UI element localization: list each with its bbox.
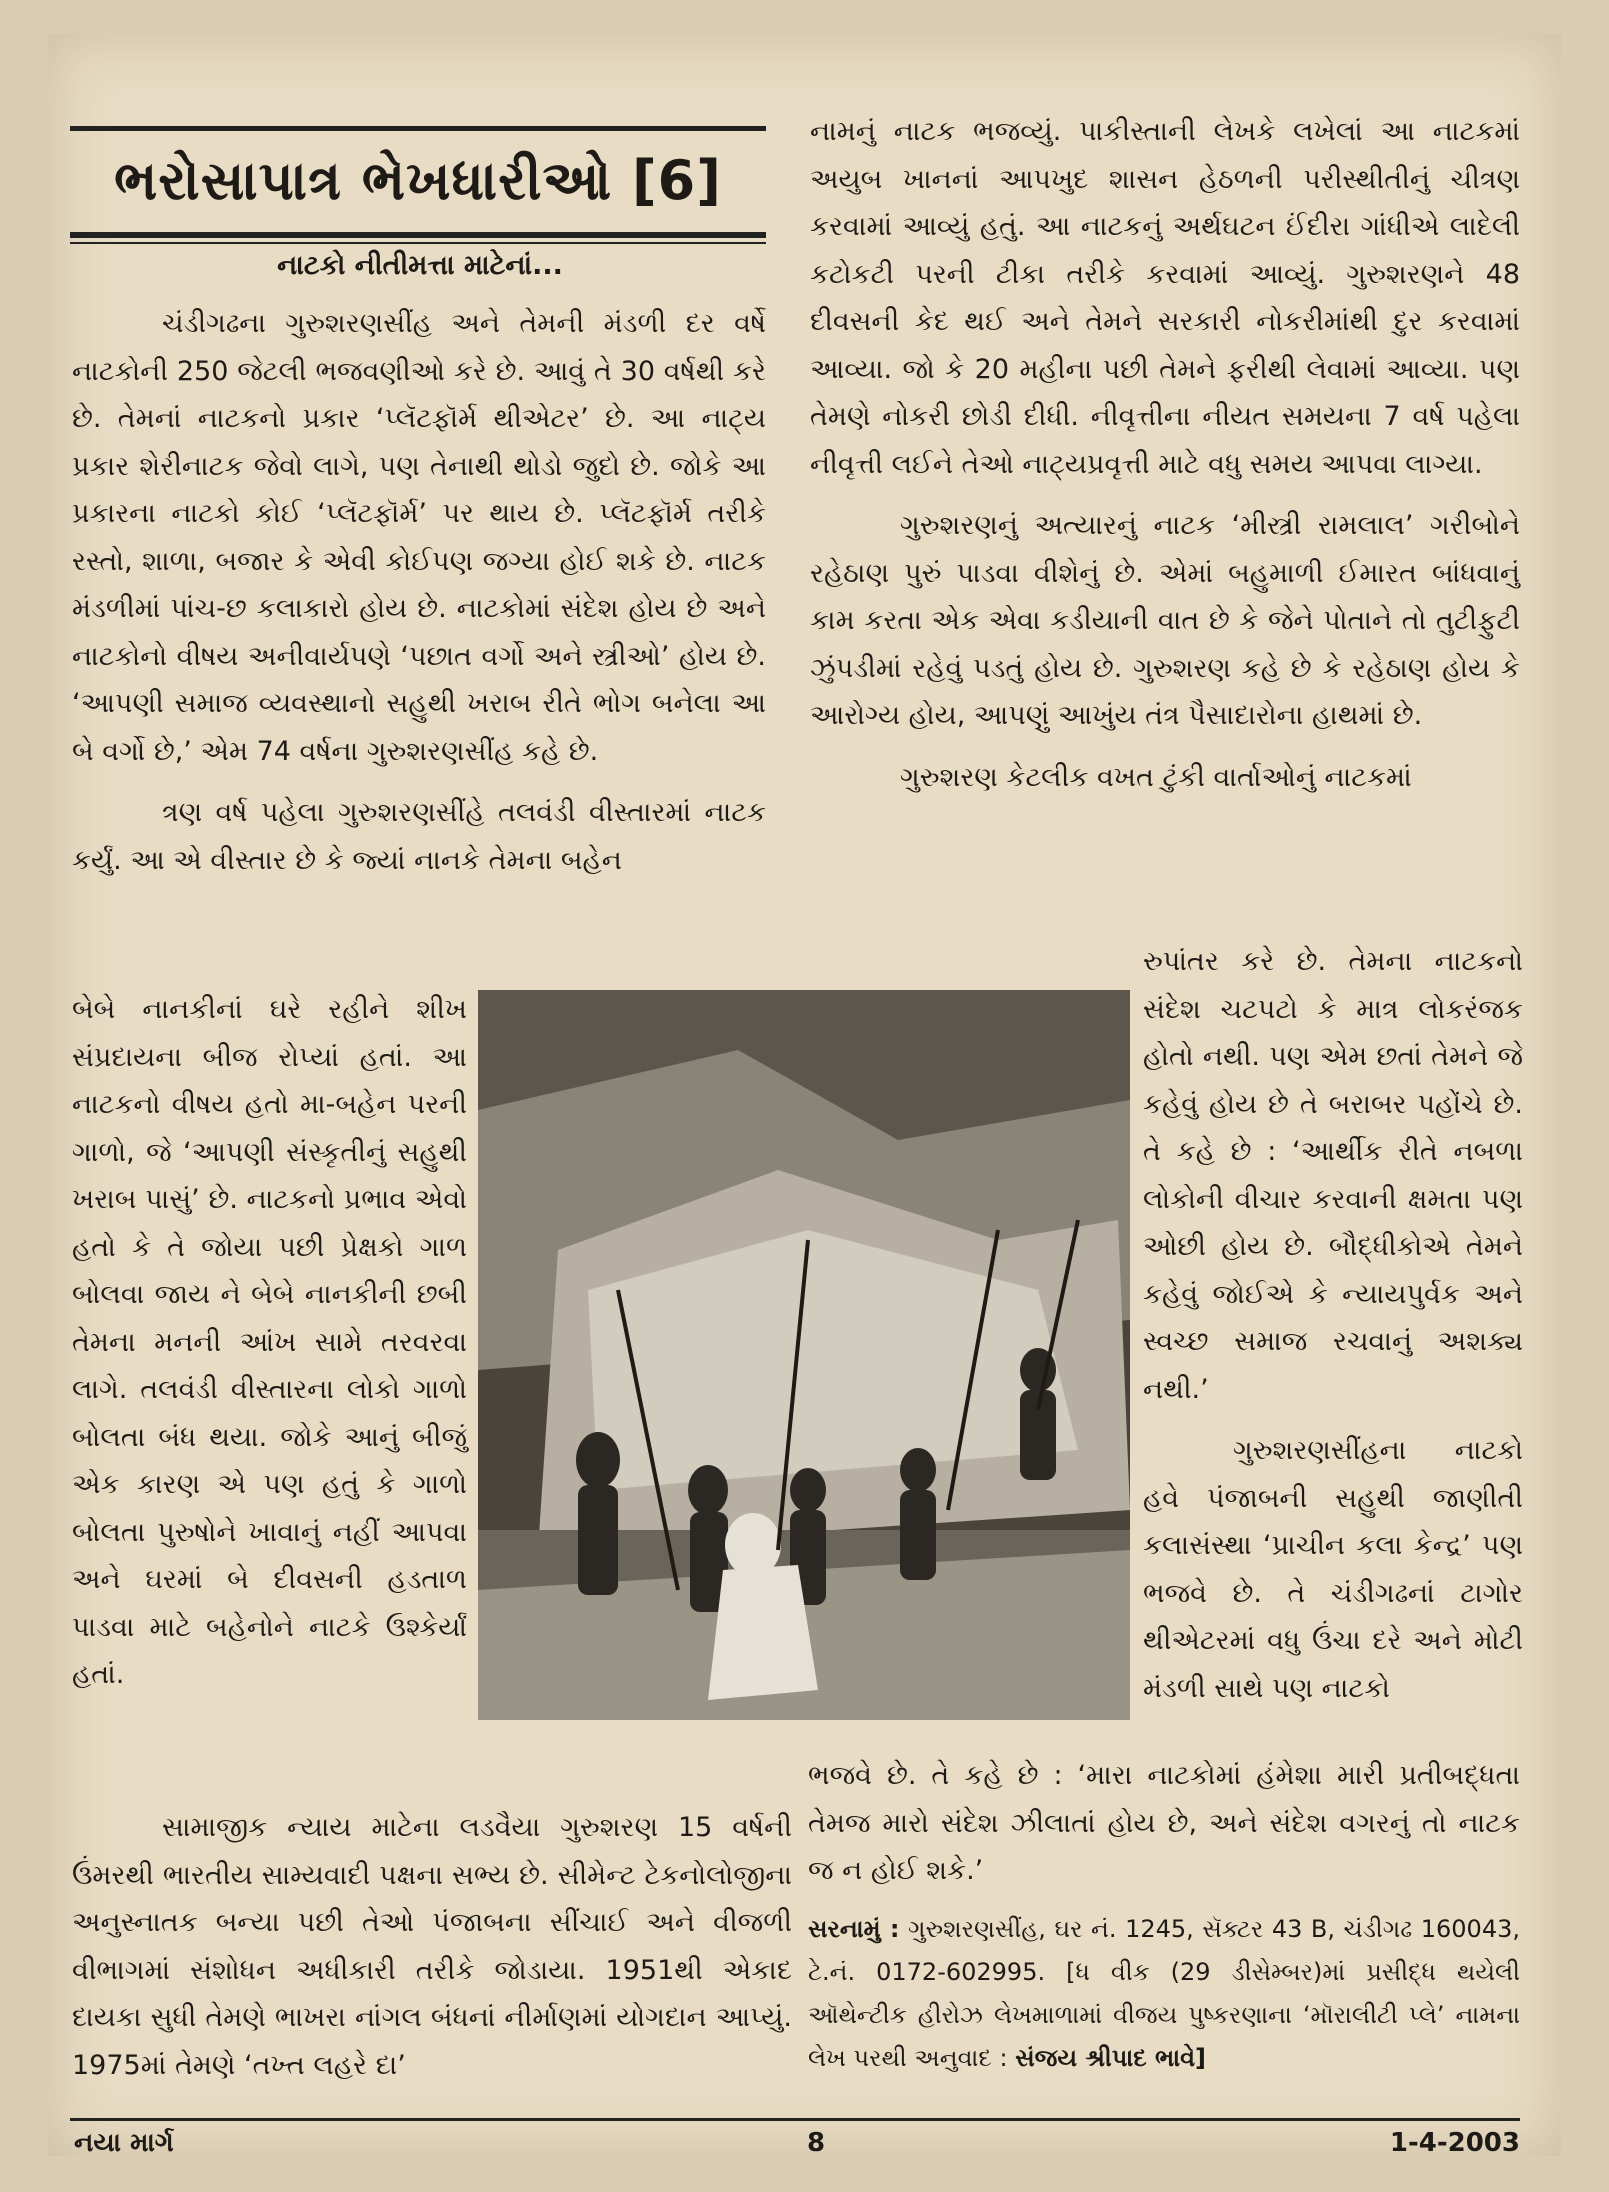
page-number: 8 — [806, 2128, 826, 2158]
address-text: ગુરુશરણસીંહ, ઘર નં. 1245, સૅક્ટર 43 B, ચંડીગઢ 160043, ટે.નં. 0172-602995. [ધ વીક (29 ડીસેમ્બર)માં પ્રસીદ્ધ થયેલી ઑથેન્ટીક હીરોઝ લેખમાળામાં વીજય પુષ્કરણાના ‘મૉરાલીટી પ્લે’ નામના લેખ પરથી અનુવાદ : — [808, 1915, 1520, 2072]
paragraph-talwandi: ત્રણ વર્ષ પહેલા ગુરુશરણસીંહે તલવંડી વીસ્તારમાં નાટક કર્યું. આ એ વીસ્તાર છે કે જ્યાં નાનકે તેમના બહેન — [72, 797, 766, 876]
title-bottom-rule-thin — [70, 242, 766, 244]
column-left-top — [72, 300, 766, 884]
column-right-top — [810, 108, 1520, 801]
paragraph-message: રુપાંતર કરે છે. તેમના નાટકનો સંદેશ ચટપટો કે માત્ર લોકરંજક હોતો નથી. પણ એમ છતાં તેમને જે કહેવું હોય છે તે બરાબર પહોંચે છે. તે કહે છે : ‘આર્થીક રીતે નબળા લોકોની વીચાર કરવાની ક્ષમતા પણ ઓછી હોય છે. બૌદ્ધીકોએ તેમને કહેવું જોઈએ કે ન્યાયપુર્વક અને સ્વચ્છ સમાજ રચવાનું અશક્ય નથી.’ — [1143, 946, 1523, 1405]
photo-image — [478, 990, 1130, 1720]
paragraph-biography: સામાજીક ન્યાય માટેના લડવૈયા ગુરુશરણ 15 વર્ષની ઉંમરથી ભારતીય સામ્યવાદી પક્ષના સભ્ય છે. સીમેન્ટ ટેકનોલોજીના અનુસ્નાતક બન્યા પછી તેઓ પંજાબના સીંચાઈ અને વીજળી વીભાગમાં સંશોધન અધીકારી તરીકે જોડાયા. 1951થી એકાદ દાયકા સુધી તેમણે ભાખરા નાંગલ બંધનાં નીર્માણમાં યોગદાન આપ્યું. 1975માં તેમણે ‘તખ્ત લહરે દા’ — [72, 1812, 792, 2081]
publication-name: નયા માર્ગ — [74, 2128, 174, 2158]
footer-rule — [70, 2118, 1520, 2121]
column-right-wrap — [1143, 938, 1523, 1712]
paragraph-emergency: નામનું નાટક ભજવ્યું. પાકીસ્તાની લેખકે લખેલાં આ નાટકમાં અયુબ ખાનનાં આપખુદ શાસન હેઠળની પરીસ્થીતીનું ચીત્રણ કરવામાં આવ્યું હતું. આ નાટકનું અર્થઘટન ઈંદીરા ગાંધીએ લાદેલી કટોકટી પરની ટીકા તરીકે કરવામાં આવ્યું. ગુરુશરણને 48 દીવસની કેદ થઈ અને તેમને સરકારી નોકરીમાંથી દુર કરવામાં આવ્યા. જો કે 20 મહીના પછી તેમને ફરીથી લેવામાં આવ્યા. પણ તેમણે નોકરી છોડી દીધી. નીવૃત્તીના નીયત સમયના 7 વર્ષ પહેલા નીવૃત્તી લઈને તેઓ નાટ્યપ્રવૃત્તી માટે વધુ સમય આપવા લાગ્યા. — [810, 116, 1520, 480]
address-label: સરનામું : — [808, 1915, 900, 1943]
paragraph-mistri-ramlal: ગુરુશરણનું અત્યારનું નાટક ‘મીસ્ત્રી રામલાલ’ ગરીબોને રહેઠાણ પુરું પાડવા વીશેનું છે. એમાં બહુમાળી ઈમારત બાંધવાનું કામ કરતા એક એવા કડીયાની વાત છે કે જેને પોતાને તો તુટીફુટી ઝુંપડીમાં રહેવું પડતું હોય છે. ગુરુશરણ કહે છે કે રહેઠાણ હોય કે આરોગ્ય હોય, આપણું આખુંય તંત્ર પૈસાદારોના હાથમાં છે. — [810, 510, 1520, 731]
street-theatre-photo — [478, 990, 1130, 1720]
article-kicker: નાટકો નીતીમત્તા માટેનાં... — [277, 250, 563, 281]
column-left-bottom — [72, 1804, 792, 2089]
column-left-wrap: બેબે નાનકીનાં ઘરે રહીને શીખ સંપ્રદાયના બીજ રોપ્યાં હતાં. આ નાટકનો વીષય હતો મા-બહેન પરની ગાળો, જે ‘આપણી સંસ્કૃતીનું સહુથી ખરાબ પાસું’ છે. નાટકનો પ્રભાવ એવો હતો કે તે જોયા પછી પ્રેક્ષકો ગાળ બોલવા જાય ને બેબે નાનકીની છબી તેમના મનની આંખ સામે તરવરવા લાગે. તલવંડી વીસ્તારના લોકો ગાળો બોલતા બંધ થયા. જોકે આનું બીજું એક કારણ એ પણ હતું કે ગાળો બોલતા પુરુષોને ખાવાનું નહીં આપવા અને ઘરમાં બે દીવસની હડતાળ પાડવા માટે બહેનોને નાટકે ઉશ્કેર્યાં હતાં. — [72, 994, 467, 1690]
paragraph-prachin-kala: ગુરુશરણસીંહના નાટકો હવે પંજાબની સહુથી જાણીતી કલાસંસ્થા ‘પ્રાચીન કલા કેન્દ્ર’ પણ ભજવે છે. તે ચંડીગઢનાં ટાગોર થીએટરમાં વધુ ઉંચા દરે અને મોટી મંડળી સાથે પણ નાટકો — [1143, 1435, 1523, 1704]
translator-credit: સંજય શ્રીપાદ ભાવે] — [1015, 2044, 1206, 2072]
address-block — [808, 1908, 1520, 2080]
title-top-rule — [70, 126, 766, 131]
paragraph-intro: ચંડીગઢના ગુરુશરણસીંહ અને તેમની મંડળી દર વર્ષે નાટકોની 250 જેટલી ભજવણીઓ કરે છે. આવું તે 30 વર્ષથી કરે છે. તેમનાં નાટકનો પ્રકાર ‘પ્લૅટફૉર્મ થીએટર’ છે. આ નાટ્ય પ્રકાર શેરીનાટક જેવો લાગે, પણ તેનાથી થોડો જુદો છે. જોકે આ પ્રકારના નાટકો કોઈ ‘પ્લૅટફૉર્મ’ પર થાય છે. પ્લૅટફૉર્મ તરીકે રસ્તો, શાળા, બજાર કે એવી કોઈપણ જગ્યા હોઈ શકે છે. નાટક મંડળીમાં પાંચ-છ કલાકારો હોય છે. નાટકોમાં સંદેશ હોય છે અને નાટકોનો વીષય અનીવાર્યપણે ‘પછાત વર્ગો અને સ્ત્રીઓ’ હોય છે. ‘આપણી સમાજ વ્યવસ્થાનો સહુથી ખરાબ રીતે ભોગ બનેલા આ બે વર્ગો છે,’ એમ 74 વર્ષના ગુરુશરણસીંહ કહે છે. — [72, 308, 766, 767]
paragraph-short-stories: ગુરુશરણ કેટલીક વખત ટુંકી વાર્તાઓનું નાટકમાં — [900, 761, 1412, 793]
article-title: ભરોસાપાત્ર ભેખધારીઓ [6] — [114, 149, 722, 212]
column-right-bottom: ભજવે છે. તે કહે છે : ‘મારા નાટકોમાં હંમેશા મારી પ્રતીબદ્ધતા તેમજ મારો સંદેશ ઝીલાતાં હોય છે, અને સંદેશ વગરનું તો નાટક જ ન હોઈ શકે.’ — [808, 1760, 1520, 1886]
title-bottom-rule — [70, 232, 766, 238]
issue-date: 1-4-2003 — [1389, 2128, 1520, 2158]
